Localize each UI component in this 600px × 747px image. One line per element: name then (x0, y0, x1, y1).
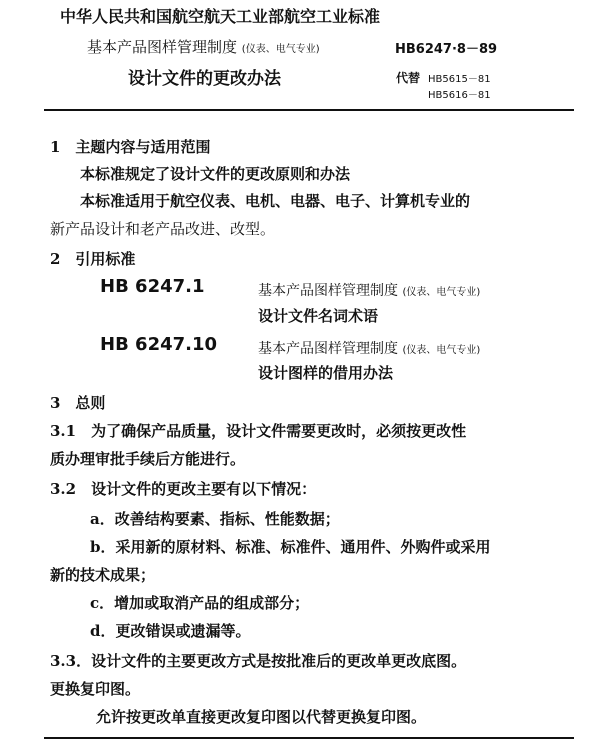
clause-3-3-note: 允许按更改单直接更改复印图以代替更换复印图。 (96, 708, 427, 726)
section-1-heading: 1 主题内容与适用范围 (50, 138, 211, 156)
reference-title: 基本产品图样管理制度 (258, 283, 398, 299)
reference-code: HB 6247.1 (100, 276, 205, 297)
section-3-heading: 3 总则 (50, 394, 106, 412)
reference-title: 基本产品图样管理制度 (258, 341, 398, 357)
standard-scope: (仪表、电气专业) (241, 44, 320, 55)
list-item-b: b．采用新的原材料、标准、标准件、通用件、外购件或采用 (90, 538, 491, 556)
list-item-d: d．更改错误或遗漏等。 (90, 622, 251, 640)
reference-subtitle: 设计文件名词术语 (258, 307, 379, 325)
paragraph: 新产品设计和老产品改进、改型。 (50, 220, 276, 238)
standard-number: HB6247·8－89 (395, 42, 498, 57)
replaces-label: 代替 (396, 71, 421, 85)
standard-name: 基本产品图样管理制度 (87, 38, 238, 56)
list-item-b-cont: 新的技术成果； (50, 566, 156, 584)
footer-rule (44, 737, 574, 739)
replaced-standard: HB5615－81 (428, 74, 491, 85)
reference-code: HB 6247.10 (100, 334, 218, 355)
reference-name (258, 338, 480, 358)
document-title: 设计文件的更改办法 (128, 69, 281, 89)
standard-series-name (87, 36, 320, 57)
reference-scope: (仪表、电气专业) (402, 287, 481, 298)
org-title: 中华人民共和国航空航天工业部航空工业标准 (60, 7, 381, 26)
clause-3-1-cont: 质办理审批手续后方能进行。 (50, 450, 246, 468)
list-item-a: a．改善结构要素、指标、性能数据； (90, 510, 340, 528)
clause-3-1: 3.1 为了确保产品质量，设计文件需要更改时，必须按更改性 (50, 422, 467, 440)
section-2-heading: 2 引用标准 (50, 250, 136, 268)
paragraph: 本标准规定了设计文件的更改原则和办法 (80, 165, 351, 183)
clause-3-3-cont: 更换复印图。 (50, 680, 141, 698)
clause-3-2: 3.2 设计文件的更改主要有以下情况： (50, 480, 317, 498)
paragraph: 本标准适用于航空仪表、电机、电器、电子、计算机专业的 (80, 192, 471, 210)
reference-scope: (仪表、电气专业) (402, 345, 481, 356)
list-item-c: c．增加或取消产品的组成部分； (90, 594, 310, 612)
replaced-standard: HB5616－81 (428, 90, 491, 101)
header-rule (44, 109, 574, 111)
reference-subtitle: 设计图样的借用办法 (258, 364, 394, 382)
reference-name (258, 280, 480, 300)
clause-3-3: 3.3．设计文件的主要更改方式是按批准后的更改单更改底图。 (50, 652, 467, 670)
